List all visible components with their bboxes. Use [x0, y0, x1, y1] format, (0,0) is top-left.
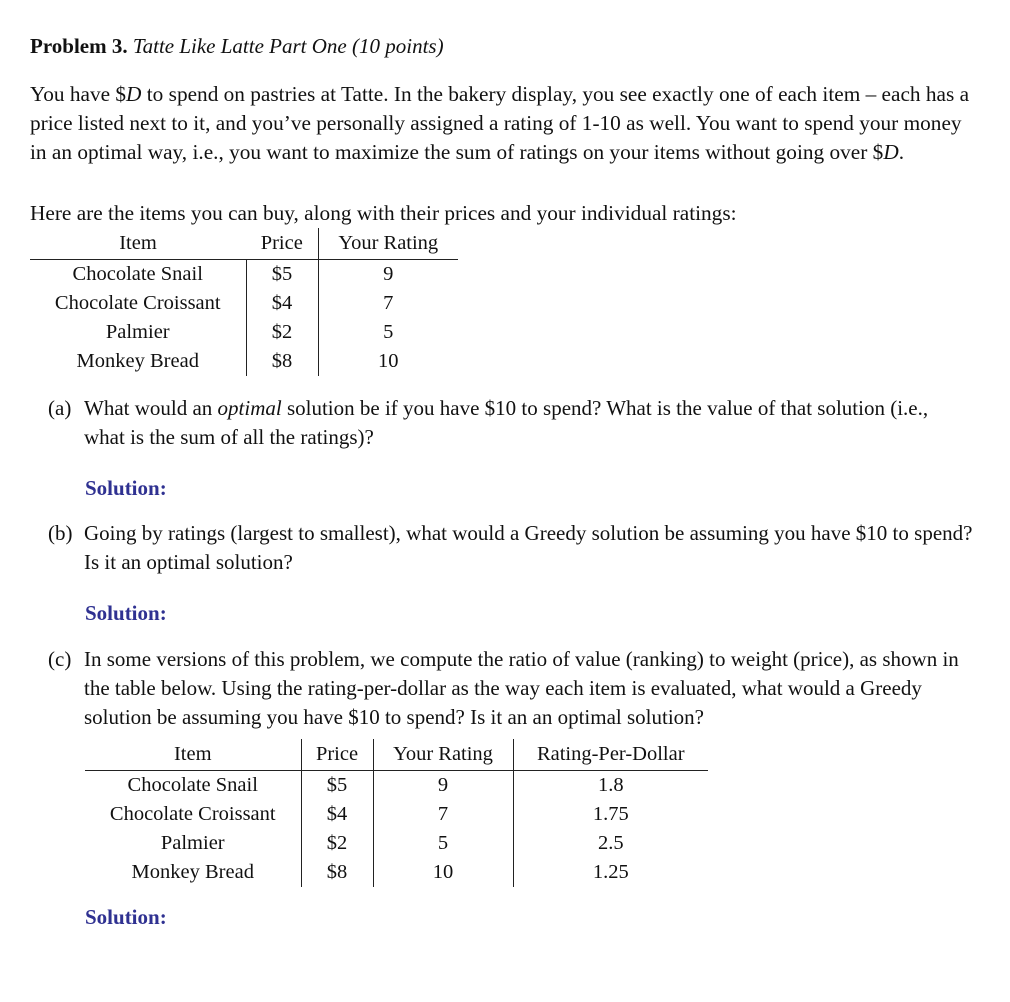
solution-a-label: Solution: — [85, 476, 167, 500]
intro-text-1: You have $ — [30, 82, 127, 106]
table-row — [30, 318, 458, 347]
header-price: Price — [301, 739, 373, 771]
table-cell: 5 — [373, 829, 513, 858]
problem-title — [30, 34, 444, 59]
table-cell: 9 — [318, 260, 458, 290]
table-row — [85, 858, 708, 887]
table-cell: Chocolate Snail — [72, 263, 203, 285]
table-cell: $4 — [246, 289, 318, 318]
ratio-table — [85, 739, 708, 887]
solution-b-label: Solution: — [85, 601, 167, 625]
table-cell: 5 — [318, 318, 458, 347]
intro-var-d: D — [126, 82, 142, 106]
table-row — [85, 800, 708, 829]
table-row — [85, 829, 708, 858]
table-cell: $5 — [246, 260, 318, 290]
part-b-question: Going by ratings (largest to smallest), what would a Greedy solution be assuming you have $10 to spend? Is it an optimal solution? — [84, 521, 973, 574]
table-cell: 7 — [373, 800, 513, 829]
part-a-text-2: solution be if you have $10 to spend? What is the value of that solution (i.e., what is the sum of all the ratings)? — [84, 396, 929, 449]
table-cell: Chocolate Croissant — [54, 292, 221, 314]
part-c-label: (c) — [48, 647, 72, 671]
part-b-label: (b) — [48, 521, 73, 545]
table-cell: 7 — [318, 289, 458, 318]
table-cell: Chocolate Croissant — [109, 803, 276, 825]
table-header-row — [85, 739, 708, 771]
table-cell: 2.5 — [513, 829, 708, 858]
part-c-question: In some versions of this problem, we compute the ratio of value (ranking) to weight (price), as shown in the table below. Using the rating-per-dollar as the way each item is evaluated, what would a Greedy solution be assuming you have $10 to spend? Is it an an optimal solution? — [84, 647, 959, 729]
table-cell: Chocolate Snail — [127, 774, 258, 796]
intro-var-d-2: D — [883, 140, 899, 164]
table-cell: 10 — [318, 347, 458, 376]
problem-number: Problem 3. — [30, 34, 128, 58]
part-a-question — [84, 394, 974, 452]
header-price: Price — [246, 228, 318, 260]
table-row — [85, 771, 708, 801]
table-cell: $8 — [246, 347, 318, 376]
items-lead-text: Here are the items you can buy, along with their prices and your individual ratings: — [30, 201, 737, 225]
table-cell: $2 — [301, 829, 373, 858]
table-cell: $8 — [301, 858, 373, 887]
header-rating: Your Rating — [318, 228, 458, 260]
part-a-text-1: What would an — [84, 396, 218, 420]
header-rating-per-dollar: Rating-Per-Dollar — [513, 739, 708, 771]
table-cell: Monkey Bread — [131, 861, 254, 883]
table-row — [30, 347, 458, 376]
table-cell: 10 — [373, 858, 513, 887]
table-row — [30, 260, 458, 290]
header-item: Item — [30, 228, 246, 260]
solution-c-label: Solution: — [85, 905, 167, 929]
intro-text-3: . — [898, 140, 905, 164]
part-a-label: (a) — [48, 396, 72, 420]
part-a-emphasis: optimal — [217, 396, 282, 420]
intro-text-2: to spend on pastries at Tatte. In the bakery display, you see exactly one of each item – each has a price listed next to it, and you’ve personally assigned a rating of 1-10 as well. You want to spend your money in an optimal way, i.e., you want to maximize the sum of ratings on your items without going over $ — [30, 82, 970, 164]
header-item: Item — [85, 739, 301, 771]
table-cell: 9 — [373, 771, 513, 801]
table-cell: $2 — [246, 318, 318, 347]
table-cell: 1.75 — [513, 800, 708, 829]
intro-paragraph — [30, 80, 975, 167]
table-cell: $4 — [301, 800, 373, 829]
table-cell: Palmier — [105, 321, 170, 343]
table-row — [30, 289, 458, 318]
table-cell: Palmier — [160, 832, 225, 854]
table-cell: $5 — [301, 771, 373, 801]
table-cell: 1.25 — [513, 858, 708, 887]
table-cell: Monkey Bread — [76, 350, 199, 372]
table-header-row — [30, 228, 458, 260]
header-rating: Your Rating — [373, 739, 513, 771]
items-table — [30, 228, 458, 376]
problem-name: Tatte Like Latte Part One (10 points) — [132, 34, 444, 58]
table-cell: 1.8 — [513, 771, 708, 801]
